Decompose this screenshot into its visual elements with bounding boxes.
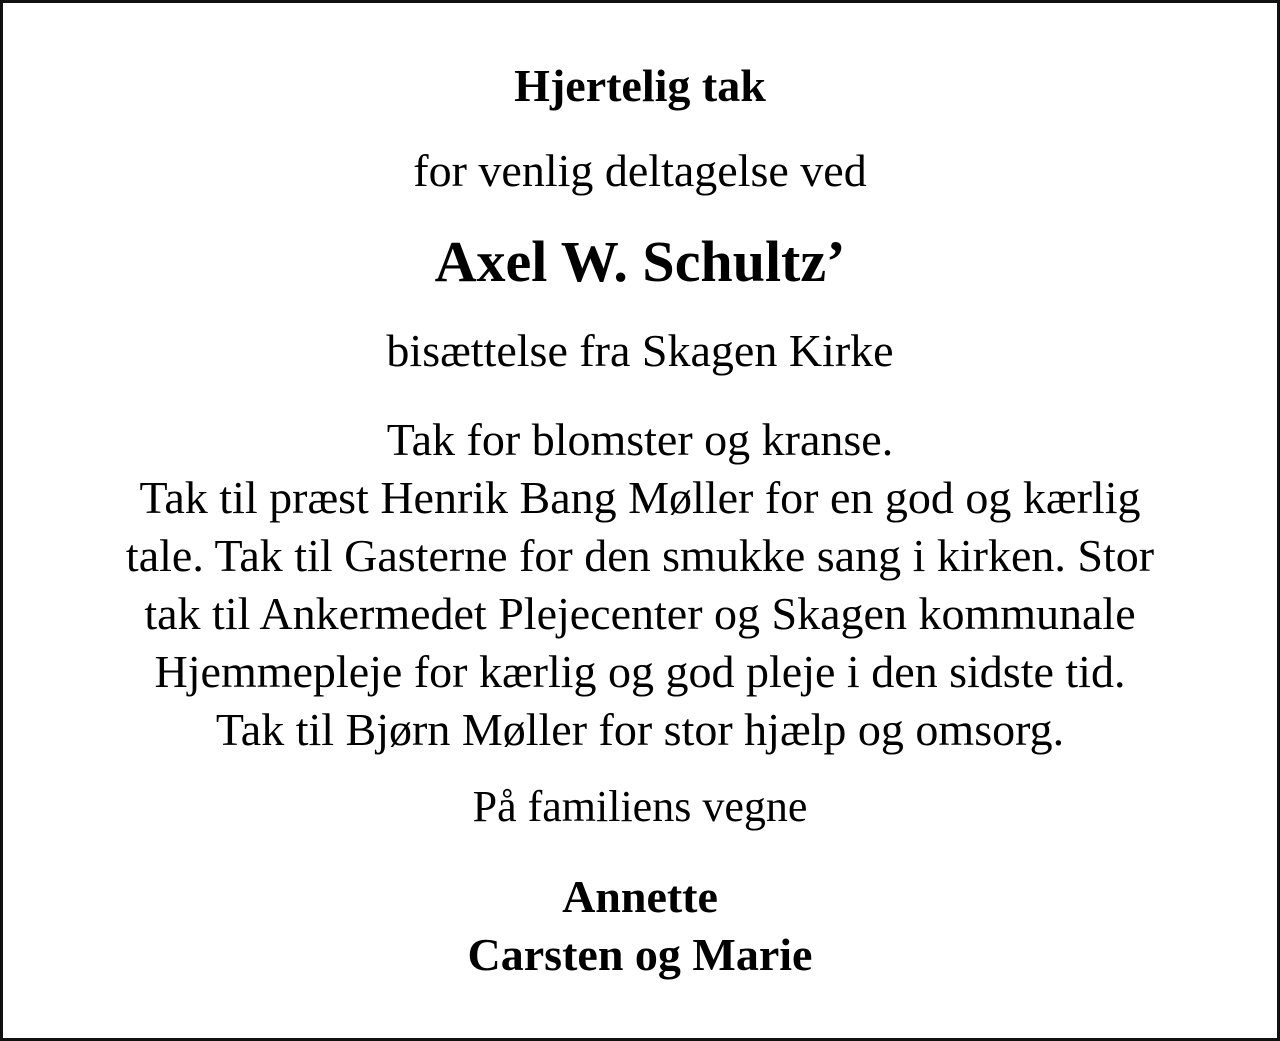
thanks-line: Tak for blomster og kranse. — [386, 414, 894, 465]
notice-heading: Hjertelig tak — [514, 60, 766, 111]
thanks-line: tak til Ankermedet Plejecenter og Skagen kommunale — [144, 588, 1136, 639]
service-location: bisættelse fra Skagen Kirke — [386, 325, 894, 376]
thanks-line: Tak til præst Henrik Bang Møller for en god og kærlig — [139, 472, 1141, 523]
signers — [23, 868, 1257, 984]
thanks-paragraph — [23, 411, 1257, 759]
thanks-line: tale. Tak til Gasterne for den smukke sang i kirken. Stor — [125, 530, 1155, 581]
deceased-name: Axel W. Schultz’ — [434, 229, 846, 294]
sign-intro: På familiens vegne — [472, 782, 808, 831]
thanks-line: Hjemmepleje for kærlig og god pleje i den sidste tid. — [154, 646, 1126, 697]
signer-name: Carsten og Marie — [467, 929, 813, 980]
notice-subheading: for venlig deltagelse ved — [413, 145, 867, 196]
signer-name: Annette — [562, 871, 718, 922]
thanks-line: Tak til Bjørn Møller for stor hjælp og omsorg. — [215, 704, 1065, 755]
